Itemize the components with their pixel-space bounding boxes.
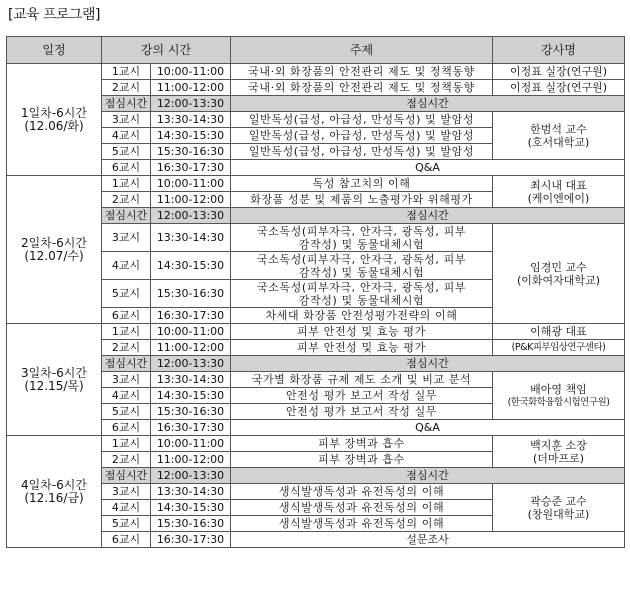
period-cell: 5교시 [102,144,151,160]
header-time: 강의 시간 [102,37,231,64]
header-topic: 주제 [231,37,493,64]
period-cell: 5교시 [102,516,151,532]
topic-cell: 피부 안전성 및 효능 평가 [231,340,493,356]
topic-cell: 독성 참고치의 이해 [231,176,493,192]
topic-cell: 국내·외 화장품의 안전관리 제도 및 정책동향 [231,64,493,80]
topic-cell [231,224,493,252]
period-cell: 6교시 [102,308,151,324]
topic-cell: 피부 안전성 및 효능 평가 [231,324,493,340]
instructor-cell: 이정표 실장(연구원) [493,80,625,96]
period-cell: 1교시 [102,176,151,192]
time-cell: 13:30-14:30 [151,224,231,252]
header-date: 일정 [7,37,102,64]
instructor-cell: (P&K피부임상연구센타) [493,340,625,356]
instructor-affiliation: (한국화학융합시험연구원) [507,396,610,408]
instructor-cell [493,436,625,468]
period-cell: 6교시 [102,160,151,176]
time-cell: 15:30-16:30 [151,404,231,420]
time-cell: 12:00-13:30 [151,96,231,112]
day-label: 2일차-6시간 [21,235,87,250]
time-cell: 16:30-17:30 [151,532,231,548]
time-cell: 11:00-12:00 [151,452,231,468]
instructor-affiliation: (이화여자대학교) [517,273,600,287]
topic-line: 국소독성(피부자극, 안자극, 광독성, 피부 [256,224,467,238]
period-cell: 3교시 [102,484,151,500]
time-cell: 16:30-17:30 [151,420,231,436]
header-instructor: 강사명 [493,37,625,64]
time-cell: 10:00-11:00 [151,64,231,80]
day-cell [7,176,102,324]
time-cell: 12:00-13:30 [151,208,231,224]
period-cell: 5교시 [102,404,151,420]
period-cell: 3교시 [102,224,151,252]
period-cell: 4교시 [102,252,151,280]
topic-cell: 차세대 화장품 안전성평가전략의 이해 [231,308,493,324]
topic-cell [231,252,493,280]
topic-cell: Q&A [231,160,625,176]
table-header-row [7,37,625,64]
topic-cell: 피부 장벽과 흡수 [231,436,493,452]
time-cell: 10:00-11:00 [151,436,231,452]
period-cell: 4교시 [102,388,151,404]
time-cell: 14:30-15:30 [151,252,231,280]
instructor-cell [493,112,625,160]
instructor-affiliation: (호서대학교) [527,135,590,149]
table-row [7,324,625,340]
topic-line: 감작성) 및 동물대체시험 [298,265,425,279]
period-cell: 점심시간 [102,208,151,224]
period-cell: 5교시 [102,280,151,308]
day-label: 3일차-6시간 [21,365,87,380]
lunch-topic-cell: 점심시간 [231,208,625,224]
instructor-name: 배아영 책임 [530,382,587,396]
instructor-name: 최시내 대표 [530,178,587,192]
topic-cell: 생식발생독성과 유전독성의 이해 [231,516,493,532]
table-row [7,436,625,452]
day-cell [7,324,102,436]
topic-cell: 안전성 평가 보고서 작성 실무 [231,388,493,404]
time-cell: 10:00-11:00 [151,324,231,340]
instructor-cell [493,176,625,208]
topic-line: 감작성) 및 동물대체시험 [298,237,425,251]
topic-cell: 설문조사 [231,532,625,548]
period-cell: 2교시 [102,340,151,356]
period-cell: 3교시 [102,372,151,388]
table-row [7,64,625,80]
time-cell: 15:30-16:30 [151,280,231,308]
period-cell: 6교시 [102,420,151,436]
time-cell: 11:00-12:00 [151,192,231,208]
topic-cell: 일반독성(급성, 아급성, 만성독성) 및 발암성 [231,128,493,144]
time-cell: 14:30-15:30 [151,128,231,144]
lunch-topic-cell: 점심시간 [231,356,625,372]
period-cell: 4교시 [102,128,151,144]
instructor-affiliation: (창원대학교) [527,507,590,521]
topic-cell: 피부 장벽과 흡수 [231,452,493,468]
period-cell: 2교시 [102,452,151,468]
period-cell: 1교시 [102,324,151,340]
period-cell: 점심시간 [102,356,151,372]
period-cell: 4교시 [102,500,151,516]
time-cell: 10:00-11:00 [151,176,231,192]
day-date: (12.16/금) [24,490,84,505]
topic-line: 감작성) 및 동물대체시험 [298,293,425,307]
instructor-cell [493,224,625,324]
topic-cell [231,280,493,308]
topic-cell: 화장품 성분 및 제품의 노출평가와 위해평가 [231,192,493,208]
topic-cell: Q&A [231,420,625,436]
time-cell: 15:30-16:30 [151,516,231,532]
day-date: (12.15/목) [24,378,84,393]
instructor-cell [493,484,625,532]
instructor-affiliation: (더마프로) [532,451,585,465]
time-cell: 13:30-14:30 [151,372,231,388]
topic-line: 국소독성(피부자극, 안자극, 광독성, 피부 [256,280,467,294]
day-date: (12.06/화) [24,118,84,133]
page-title: [교육 프로그램] [8,7,101,23]
day-cell [7,64,102,176]
instructor-name: 곽승준 교수 [530,494,587,508]
time-cell: 16:30-17:30 [151,160,231,176]
time-cell: 13:30-14:30 [151,484,231,500]
period-cell: 1교시 [102,64,151,80]
topic-cell: 국가별 화장품 규제 제도 소개 및 비교 분석 [231,372,493,388]
topic-cell: 일반독성(급성, 아급성, 만성독성) 및 발암성 [231,144,493,160]
day-label: 4일차-6시간 [21,477,87,492]
period-cell: 3교시 [102,112,151,128]
instructor-name: 한범석 교수 [530,122,587,136]
topic-cell: 안전성 평가 보고서 작성 실무 [231,404,493,420]
topic-cell: 일반독성(급성, 아급성, 만성독성) 및 발암성 [231,112,493,128]
time-cell: 13:30-14:30 [151,112,231,128]
instructor-cell: 이정표 실장(연구원) [493,64,625,80]
period-cell: 점심시간 [102,96,151,112]
day-label: 1일차-6시간 [21,105,87,120]
time-cell: 15:30-16:30 [151,144,231,160]
period-cell: 1교시 [102,436,151,452]
table-row [7,176,625,192]
topic-cell: 국내·외 화장품의 안전관리 제도 및 정책동향 [231,80,493,96]
period-cell: 점심시간 [102,468,151,484]
instructor-affiliation: (케이엔에이) [527,191,590,205]
program-table [6,36,625,548]
lunch-topic-cell: 점심시간 [231,468,625,484]
time-cell: 14:30-15:30 [151,500,231,516]
lunch-topic-cell: 점심시간 [231,96,625,112]
day-date: (12.07/수) [24,248,84,263]
time-cell: 11:00-12:00 [151,80,231,96]
topic-line: 국소독성(피부자극, 안자극, 광독성, 피부 [256,252,467,266]
instructor-name: 임경민 교수 [530,260,587,274]
time-cell: 12:00-13:30 [151,468,231,484]
time-cell: 12:00-13:30 [151,356,231,372]
period-cell: 6교시 [102,532,151,548]
day-cell [7,436,102,548]
time-cell: 16:30-17:30 [151,308,231,324]
instructor-cell: 이해광 대표 [493,324,625,340]
topic-cell: 생식발생독성과 유전독성의 이해 [231,500,493,516]
time-cell: 11:00-12:00 [151,340,231,356]
instructor-cell [493,372,625,420]
period-cell: 2교시 [102,80,151,96]
time-cell: 14:30-15:30 [151,388,231,404]
instructor-name: 백지훈 소장 [530,438,587,452]
period-cell: 2교시 [102,192,151,208]
topic-cell: 생식발생독성과 유전독성의 이해 [231,484,493,500]
